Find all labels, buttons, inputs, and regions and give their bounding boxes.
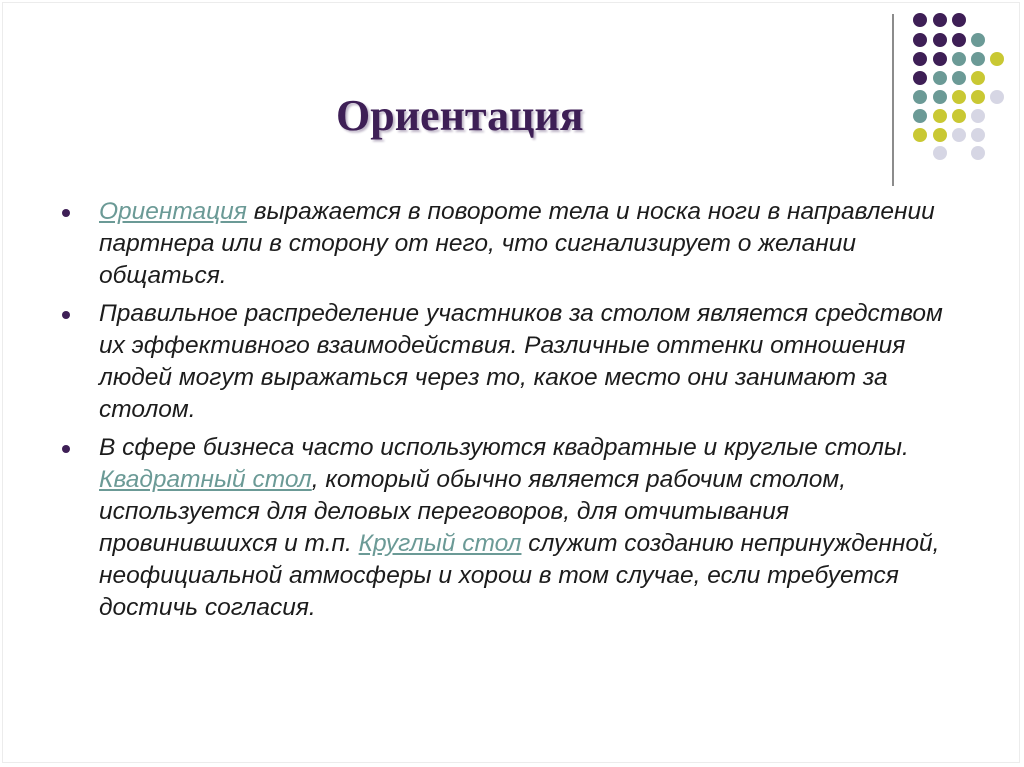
- decorative-vertical-line: [892, 14, 894, 186]
- decorative-dot: [913, 128, 927, 142]
- bullet-text: служит созданию непринужденной, неофициальной атмосферы и хорош в том случае, если требуется достичь согласия.: [99, 530, 940, 621]
- decorative-dot: [933, 71, 947, 85]
- decorative-dot: [933, 52, 947, 66]
- bullet-text: Правильное распределение участников за столом является средством их эффективного взаимодействия. Различные оттенки отношения людей могут выражаться через то, какое место они занимают за столом.: [99, 300, 943, 423]
- decorative-dot: [913, 90, 927, 104]
- decorative-dot: [990, 90, 1004, 104]
- decorative-dot: [913, 52, 927, 66]
- decorative-dot: [952, 33, 966, 47]
- bullet-marker: [62, 311, 70, 319]
- decorative-dot: [933, 33, 947, 47]
- decorative-dot: [971, 128, 985, 142]
- decorative-dot: [952, 109, 966, 123]
- bullet-text: В сфере бизнеса часто используются квадратные и круглые столы.: [99, 434, 909, 461]
- decorative-dot: [971, 109, 985, 123]
- decorative-dot: [990, 52, 1004, 66]
- bullet-text: , который обычно является рабочим столом, используется для деловых переговоров, для отчитывания провинившихся и т.п.: [99, 466, 847, 557]
- orientation-link[interactable]: Ориентация: [99, 198, 247, 225]
- decorative-dot: [952, 128, 966, 142]
- decorative-dot: [933, 146, 947, 160]
- bullet-item-tables: [62, 432, 962, 624]
- square-table-link[interactable]: Квадратный стол: [99, 466, 312, 493]
- decorative-dot: [952, 52, 966, 66]
- decorative-dot: [913, 33, 927, 47]
- bullet-marker: [62, 445, 70, 453]
- round-table-link[interactable]: Круглый стол: [358, 530, 522, 557]
- decorative-dot: [913, 109, 927, 123]
- decorative-dot: [971, 71, 985, 85]
- decorative-dot: [971, 33, 985, 47]
- decorative-dot: [933, 128, 947, 142]
- decorative-dot: [952, 13, 966, 27]
- slide-title: Ориентация: [336, 91, 584, 140]
- decorative-dot: [971, 146, 985, 160]
- decorative-dot: [933, 13, 947, 27]
- decorative-dot: [952, 71, 966, 85]
- bullet-item-seating: [62, 298, 962, 426]
- bullet-marker: [62, 209, 70, 217]
- decorative-dot: [933, 90, 947, 104]
- decorative-dot: [971, 52, 985, 66]
- bullet-item-orientation: [62, 196, 962, 292]
- decorative-dot: [913, 13, 927, 27]
- decorative-dot: [952, 90, 966, 104]
- bullet-list: [62, 196, 962, 630]
- decorative-dot: [933, 109, 947, 123]
- decorative-dot: [971, 90, 985, 104]
- decorative-dot: [913, 71, 927, 85]
- bullet-text: выражается в повороте тела и носка ноги в направлении партнера или в сторону от него, что сигнализирует о желании общаться.: [99, 198, 935, 289]
